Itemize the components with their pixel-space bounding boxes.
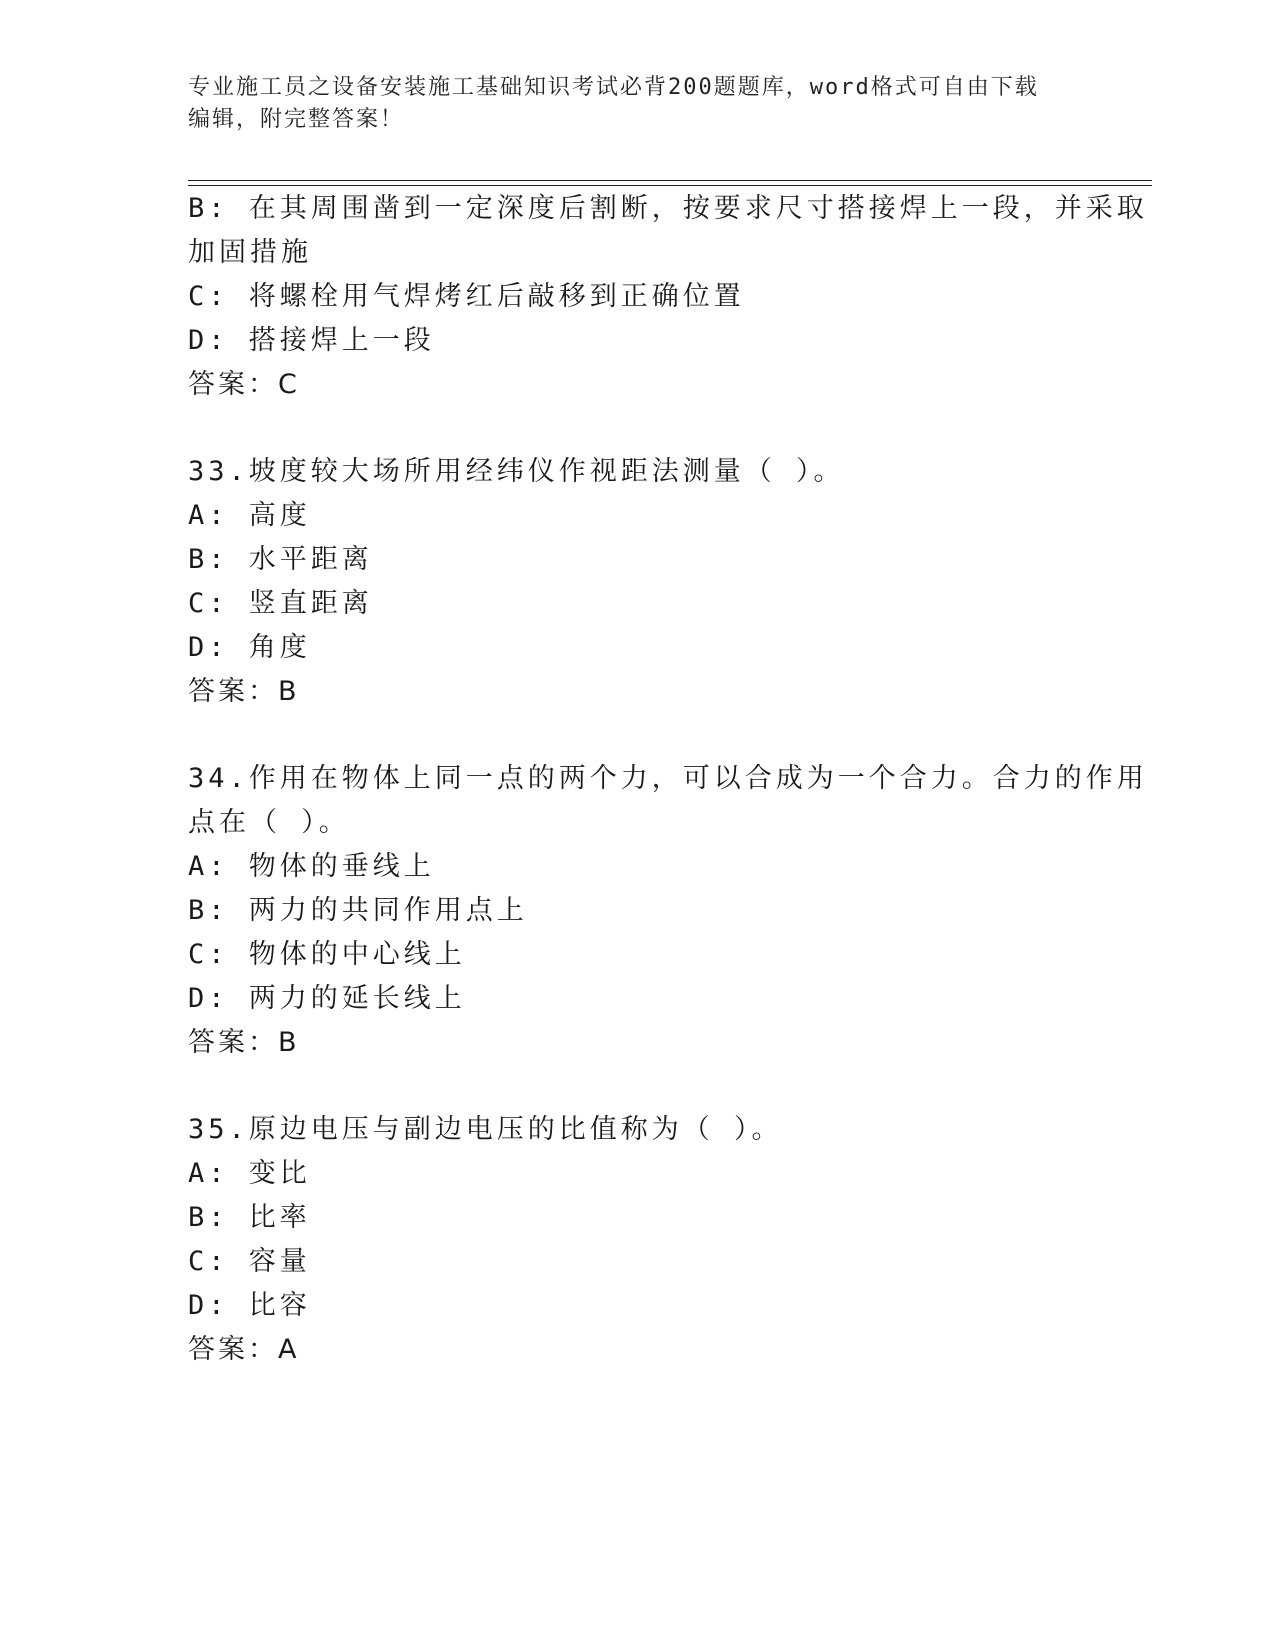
header-divider-top [188, 180, 1152, 181]
option-c: C: 将螺栓用气焊烤红后敲移到正确位置 [188, 281, 745, 312]
question-35-option-c: C: 容量 [188, 1246, 311, 1277]
header-divider-bottom [188, 185, 1152, 186]
header-title-line-2: 编辑，附完整答案！ [188, 107, 405, 132]
question-33-option-c: C: 竖直距离 [188, 588, 373, 619]
question-34-answer: 答案：B [188, 1027, 300, 1058]
question-34-option-b: B: 两力的共同作用点上 [188, 895, 528, 926]
question-33-option-a: A: 高度 [188, 500, 311, 531]
question-34-option-c: C: 物体的中心线上 [188, 939, 466, 970]
option-b-line-2: 加固措施 [188, 237, 312, 268]
question-34-stem-line-1: 34.作用在物体上同一点的两个力，可以合成为一个合力。合力的作用 [188, 763, 1148, 794]
question-33-option-d: D: 角度 [188, 632, 311, 663]
header-title-line-1: 专业施工员之设备安装施工基础知识考试必背200题题库，word格式可自由下载 [188, 75, 1039, 100]
document-header [188, 72, 1088, 136]
question-34-option-a: A: 物体的垂线上 [188, 851, 435, 882]
question-33-option-b: B: 水平距离 [188, 544, 373, 575]
question-35-answer: 答案：A [188, 1334, 300, 1365]
question-35-option-d: D: 比容 [188, 1290, 311, 1321]
option-b-line-1: B: 在其周围凿到一定深度后割断，按要求尺寸搭接焊上一段，并采取 [188, 193, 1148, 224]
answer-line: 答案：C [188, 369, 300, 400]
question-35-option-a: A: 变比 [188, 1158, 311, 1189]
question-33-answer: 答案：B [188, 676, 300, 707]
question-35-option-b: B: 比率 [188, 1202, 311, 1233]
question-35-stem: 35.原边电压与副边电压的比值称为（ ）。 [188, 1114, 783, 1145]
option-d: D: 搭接焊上一段 [188, 325, 435, 356]
question-33-stem: 33.坡度较大场所用经纬仪作视距法测量（ ）。 [188, 456, 845, 487]
question-34-option-d: D: 两力的延长线上 [188, 983, 466, 1014]
question-34-stem-line-2: 点在（ ）。 [188, 807, 350, 838]
